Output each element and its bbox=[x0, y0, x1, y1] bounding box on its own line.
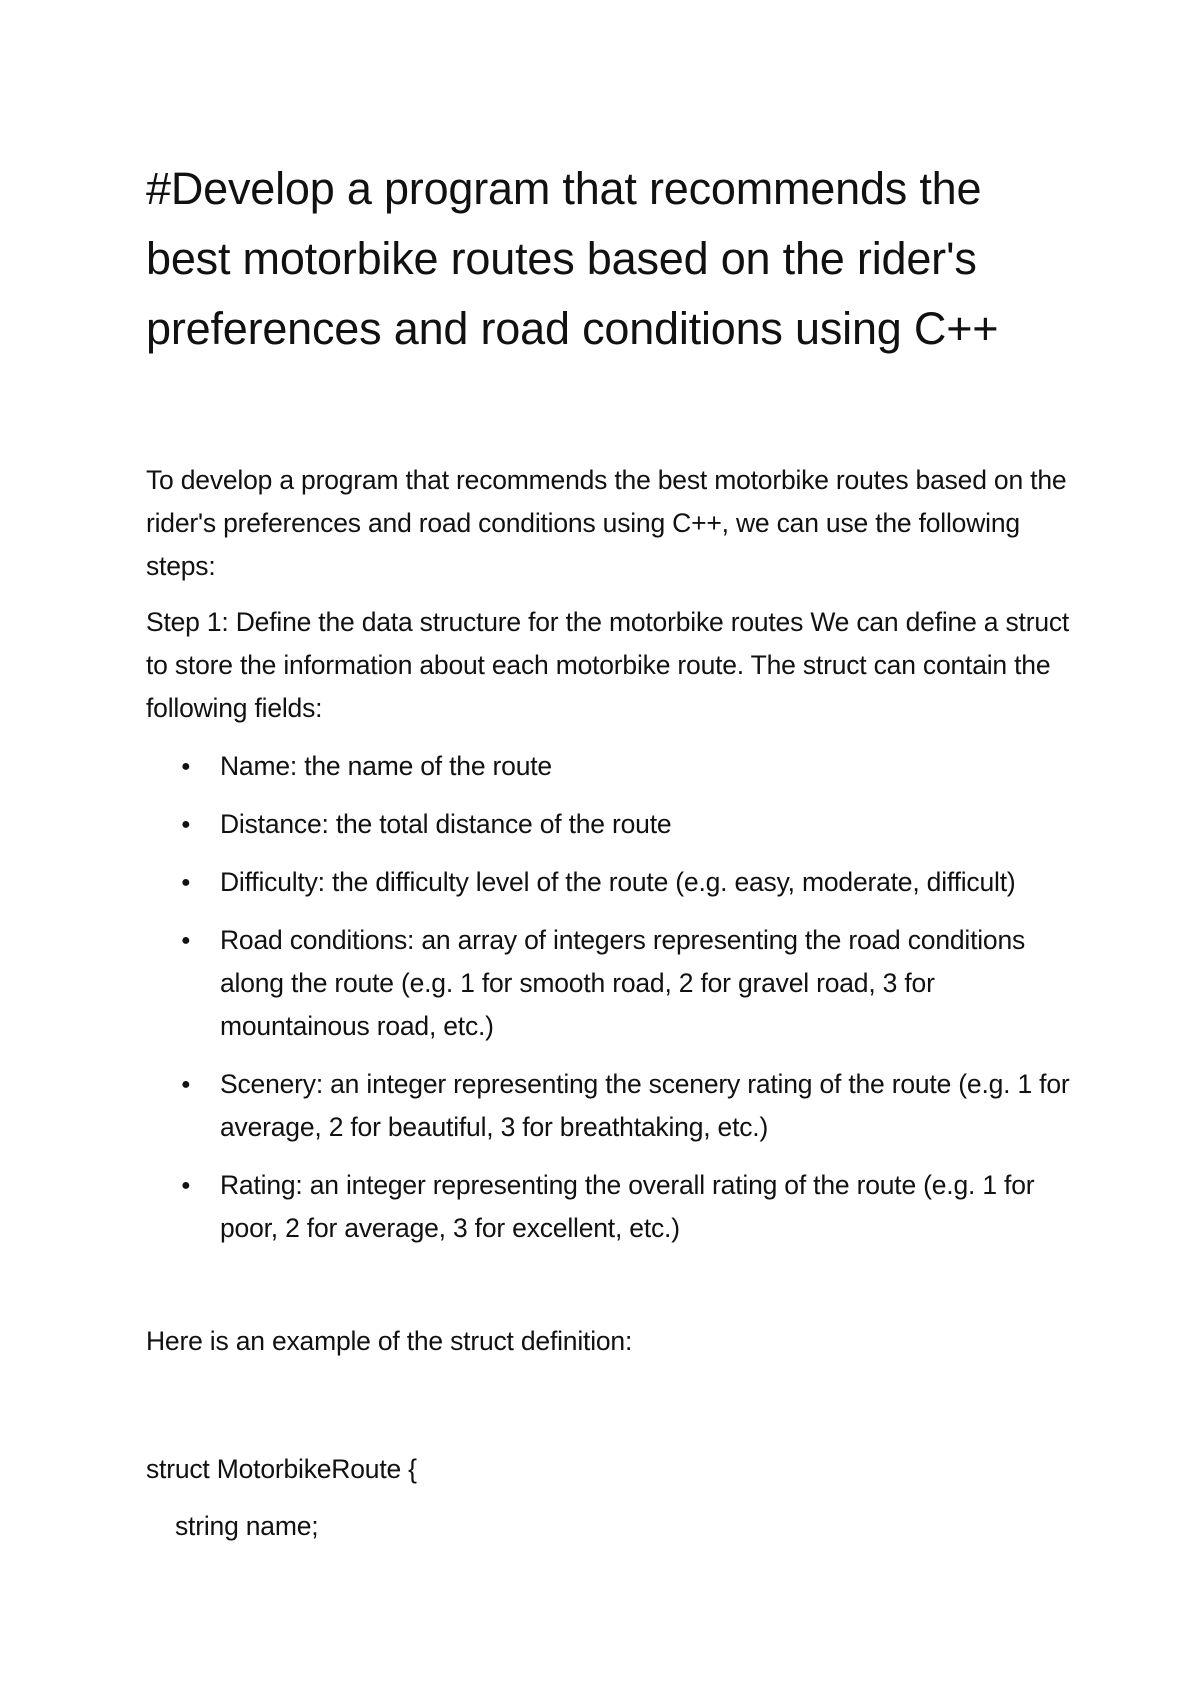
bullet-icon: ● bbox=[181, 932, 191, 949]
struct-example-intro: Here is an example of the struct definition: bbox=[146, 1326, 633, 1356]
list-item bbox=[146, 919, 1076, 1048]
list-item bbox=[146, 861, 1076, 904]
bullet-icon: ● bbox=[181, 758, 191, 775]
code-line-struct-open: struct MotorbikeRoute { bbox=[146, 1454, 417, 1484]
field-rating-text: Rating: an integer representing the overall rating of the route (e.g. 1 for poor, 2 for average, 3 for excellent, etc.) bbox=[220, 1170, 1035, 1243]
intro-paragraph: To develop a program that recommends the best motorbike routes based on the rider's preferences and road conditions using C++, we can use the following steps: bbox=[146, 465, 1067, 581]
list-item bbox=[146, 745, 1076, 788]
bullet-icon: ● bbox=[181, 816, 191, 833]
field-road-conditions-text: Road conditions: an array of integers representing the road conditions along the route (e.g. 1 for smooth road, 2 for gravel road, 3 for mountainous road, etc.) bbox=[220, 925, 1026, 1041]
document-title: #Develop a program that recommends the best motorbike routes based on the rider's preferences and road conditions using C++ bbox=[146, 163, 999, 354]
field-difficulty-text: Difficulty: the difficulty level of the route (e.g. easy, moderate, difficult) bbox=[220, 867, 1016, 897]
list-item bbox=[146, 803, 1076, 846]
document-content bbox=[146, 154, 1076, 1541]
list-item bbox=[146, 1164, 1076, 1250]
list-item bbox=[146, 1063, 1076, 1149]
bullet-icon: ● bbox=[181, 1177, 191, 1194]
struct-fields-list bbox=[146, 745, 1076, 1265]
bullet-icon: ● bbox=[181, 1076, 191, 1093]
field-scenery-text: Scenery: an integer representing the scenery rating of the route (e.g. 1 for average, 2 for beautiful, 3 for breathtaking, etc.) bbox=[220, 1069, 1070, 1142]
field-distance-text: Distance: the total distance of the route bbox=[220, 809, 672, 839]
bullet-icon: ● bbox=[181, 874, 191, 891]
step-1-paragraph: Step 1: Define the data structure for the motorbike routes We can define a struct to store the information about each motorbike route. The struct can contain the following fields: bbox=[146, 607, 1070, 723]
code-line-string-name: string name; bbox=[175, 1511, 319, 1541]
field-name-text: Name: the name of the route bbox=[220, 751, 552, 781]
